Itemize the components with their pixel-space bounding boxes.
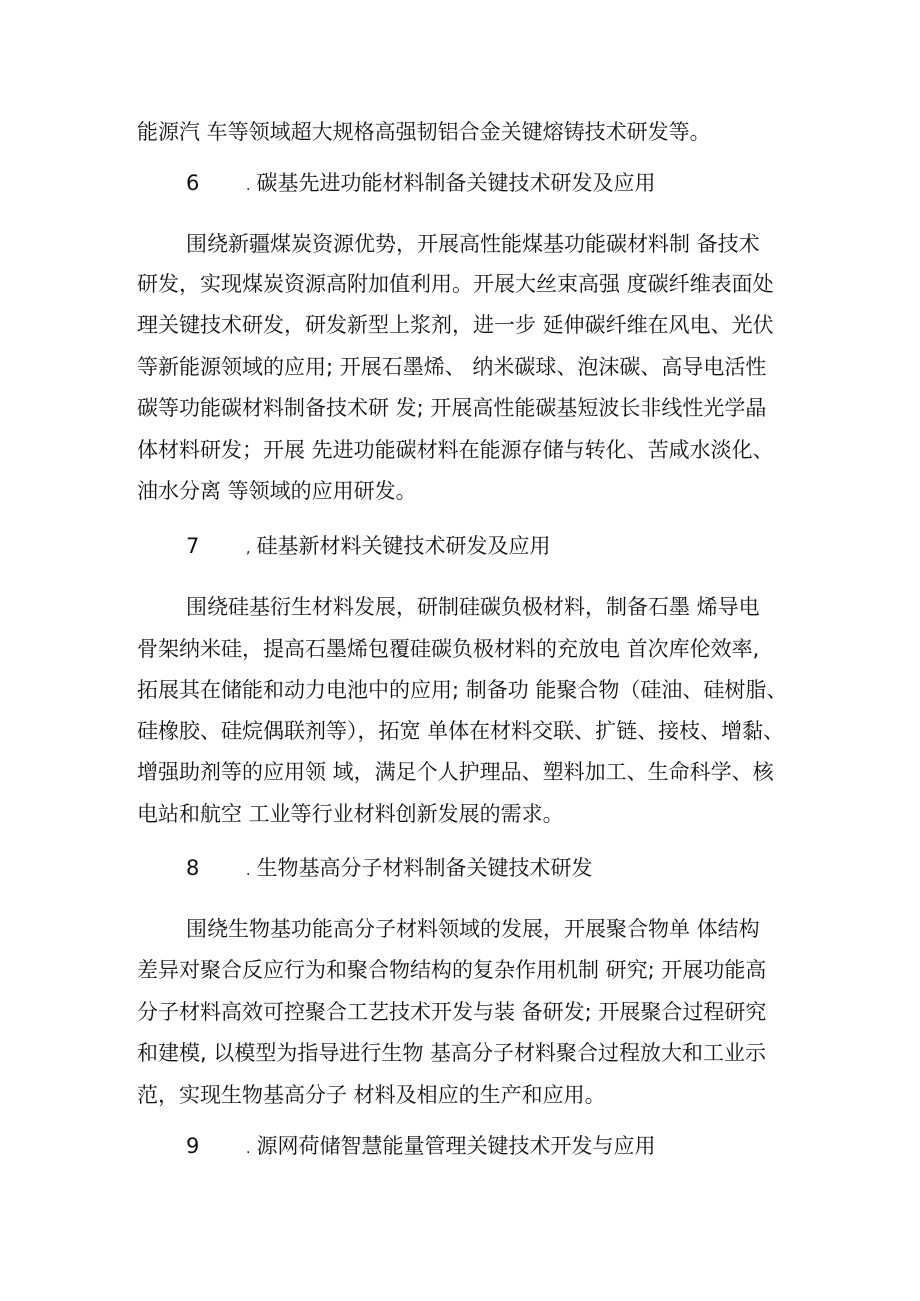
section-heading-9: [0, 1131, 920, 1161]
section-number: 9: [186, 1134, 200, 1158]
section-title-text: 源网荷储智慧能量管理关键技术开发与应用: [256, 1134, 656, 1158]
section-dot: .: [246, 178, 251, 194]
paragraph-line: 骨架纳米硅，提高石墨烯包覆硅碳负极材料的充放电 首次库伦效率,: [137, 637, 760, 661]
section-number: 8: [186, 856, 200, 880]
section-number: 6: [186, 171, 200, 195]
section-title-text: 硅基新材料关键技术研发及应用: [256, 534, 551, 558]
paragraph-line: 电站和航空 工业等行业材料创新发展的需求。: [137, 802, 564, 826]
section-dot: .: [246, 863, 251, 879]
paragraph-line: 和建模, 以模型为指导进行生物 基高分子材料聚合过程放大和工业示: [137, 1041, 767, 1065]
paragraph-line: 油水分离 等领域的应用研发。: [137, 479, 417, 503]
section-title: [246, 168, 655, 201]
paragraph-line: 体材料研发；开展 先进功能碳材料在能源存储与转化、苦咸水淡化、: [137, 438, 774, 462]
section-title-text: 生物基高分子材料制备关键技术研发: [256, 856, 593, 880]
paragraph-line: 范，实现生物基高分子 材料及相应的生产和应用。: [137, 1083, 606, 1107]
paragraph-line: 增强助剂等的应用领 域，满足个人护理品、塑料加工、生命科学、核: [137, 760, 774, 784]
section-title-text: 碳基先进功能材料制备关键技术研发及应用: [256, 171, 656, 195]
paragraph-line: 研发，实现煤炭资源高附加值利用。开展大丝束高强 度碳纤维表面处: [137, 272, 774, 296]
section-title: [246, 1131, 655, 1164]
paragraph-line: 围绕硅基衍生材料发展，研制硅碳负极材料，制备石墨 烯导电: [186, 595, 760, 619]
paragraph-line: 围绕新疆煤炭资源优势，开展高性能煤基功能碳材料制 备技术: [186, 232, 760, 256]
section-heading-7: [0, 531, 920, 561]
section-heading-8: [0, 853, 920, 883]
section-title: [246, 531, 550, 564]
section-heading-6: [0, 168, 920, 198]
paragraph-line: 理关键技术研发，研发新型上浆剂，进一步 延伸碳纤维在风电、光伏: [137, 313, 774, 337]
section-title: [246, 853, 592, 886]
section-number: 7: [186, 534, 200, 558]
intro-line: 能源汽 车等领域超大规格高强韧铝合金关键熔铸技术研发等。: [137, 120, 711, 144]
paragraph-line: 分子材料高效可控聚合工艺技术开发与装 备研发; 开展聚合过程研究: [137, 1000, 767, 1024]
paragraph-line: 等新能源领域的应用; 开展石墨烯、 纳米碳球、泡沫碳、高导电活性: [137, 355, 767, 379]
paragraph-line: 拓展其在储能和动力电池中的应用; 制备功 能聚合物（硅油、硅树脂、: [137, 678, 788, 702]
paragraph-line: 围绕生物基功能高分子材料领域的发展，开展聚合物单 体结构: [186, 917, 760, 941]
paragraph-line: 差异对聚合反应行为和聚合物结构的复杂作用机制 研究; 开展功能高: [137, 958, 767, 982]
paragraph-line: 碳等功能碳材料制备技术研 发; 开展高性能碳基短波长非线性光学晶: [137, 396, 767, 420]
paragraph-line: 硅橡胶、硅烷偶联剂等），拓宽 单体在材料交联、扩链、接枝、增黏、: [137, 719, 785, 743]
section-dot: ,: [246, 541, 251, 557]
section-dot: .: [246, 1141, 251, 1157]
